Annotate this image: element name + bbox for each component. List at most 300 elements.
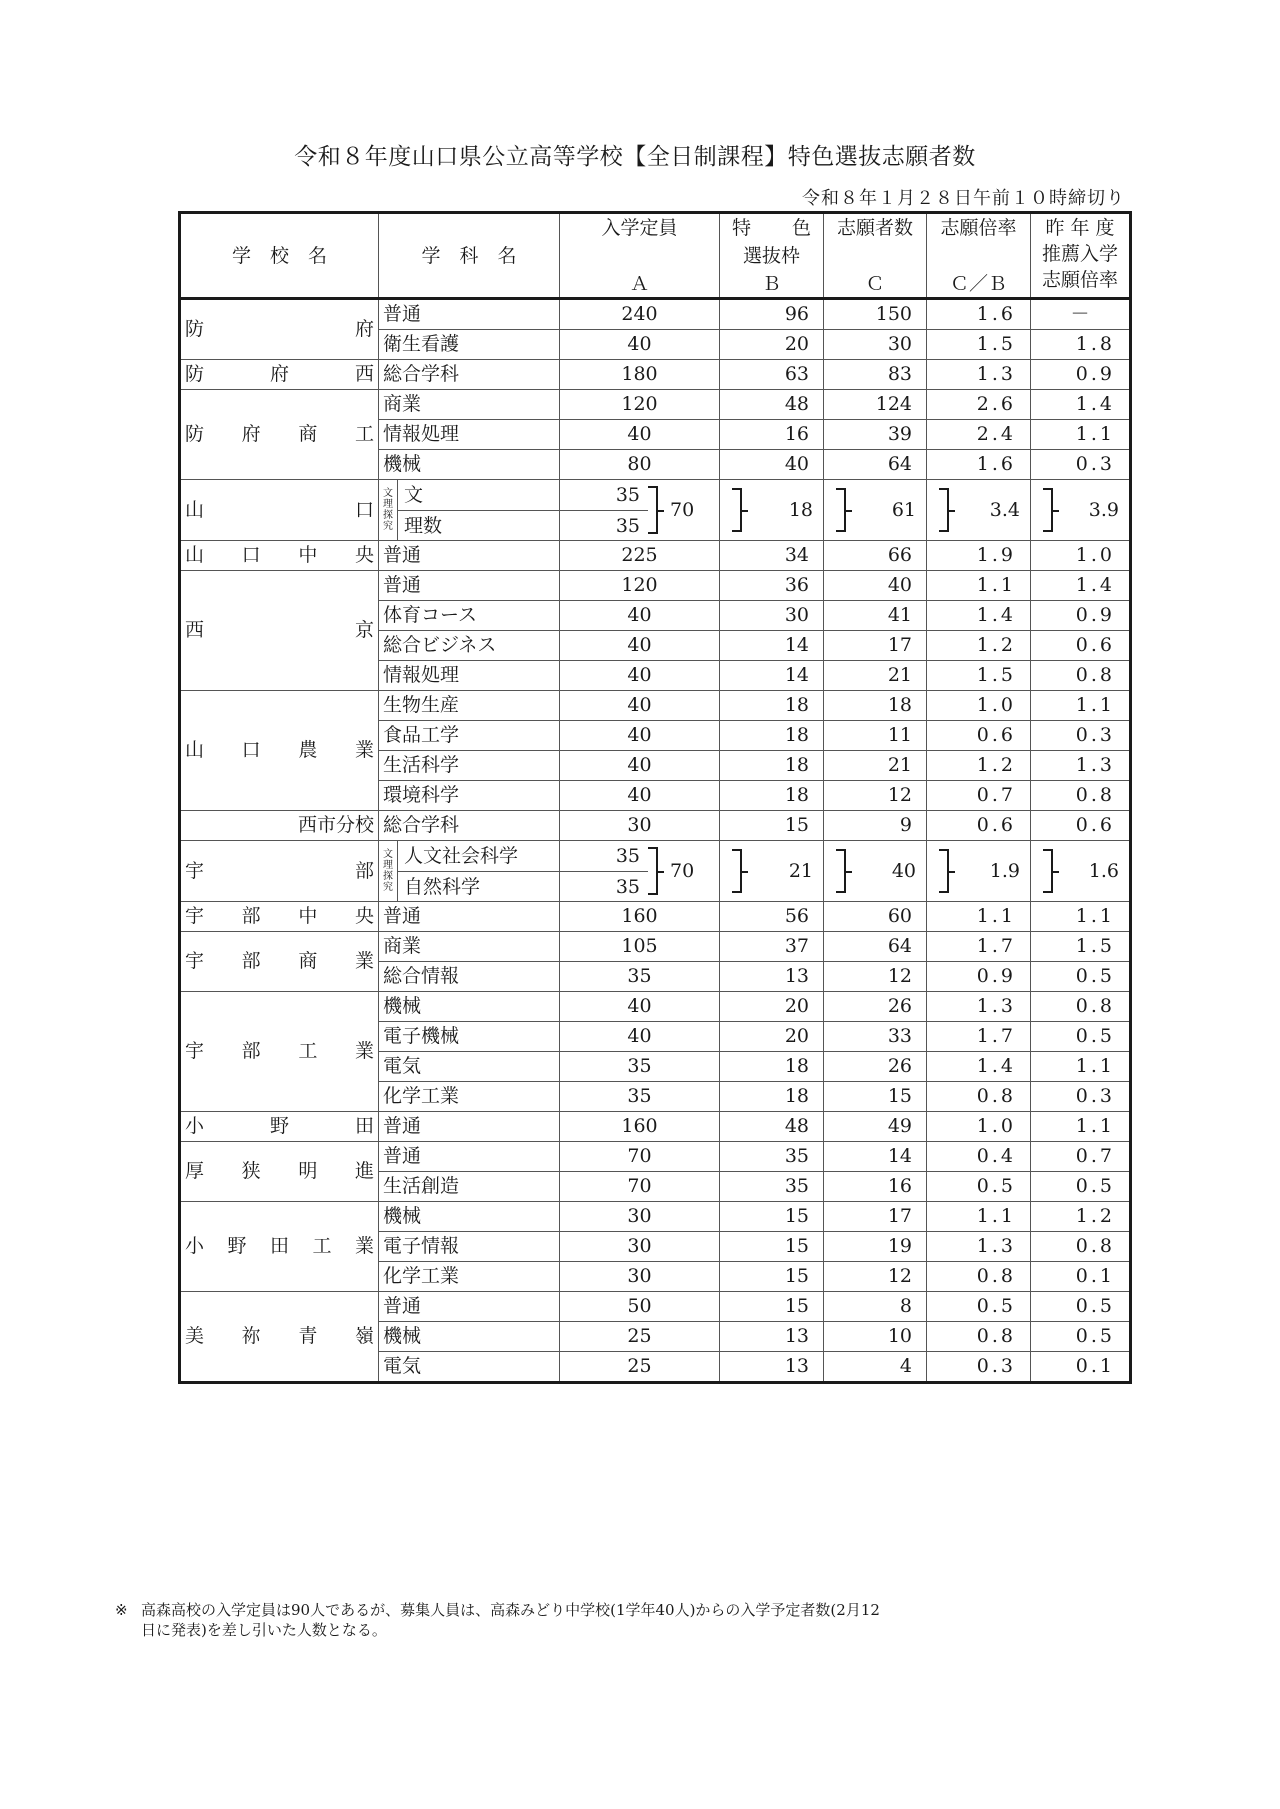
special-quota-cell	[720, 932, 824, 962]
dept-name-cell	[379, 601, 560, 631]
school-name-char: 業	[354, 1235, 374, 1257]
deadline-note: 令和８年１月２８日午前１０時締切り	[802, 188, 1125, 209]
school-name-char: 農	[298, 739, 318, 761]
prev-ratio-value: 1.2	[1075, 1205, 1115, 1227]
capacity-value: 50	[627, 1295, 652, 1317]
capacity-value: 35	[627, 965, 652, 987]
ratio-value: 1.3	[976, 995, 1016, 1017]
ratio-cell	[927, 811, 1031, 841]
applicants-cell	[824, 601, 927, 631]
value-C: 61	[891, 498, 916, 521]
ratio-value: 0.8	[976, 1265, 1016, 1287]
dept-name-cell	[379, 962, 560, 992]
ratio-cell	[927, 1142, 1031, 1172]
dept-name-cell	[379, 1232, 560, 1262]
school-name-char: 山	[185, 739, 205, 761]
ratio-cell	[927, 1022, 1031, 1052]
table-header-row	[180, 213, 1131, 299]
prev-ratio-value: 0.9	[1075, 604, 1115, 626]
dept-name-cell	[379, 330, 560, 360]
prev-ratio-value: －	[1070, 303, 1090, 325]
special-quota-value: 40	[784, 453, 809, 475]
dept-name: 機械	[383, 453, 422, 475]
school-name-cell	[180, 902, 379, 932]
capacity-cell	[560, 1052, 720, 1082]
special-quota-cell	[720, 781, 824, 811]
header-prev-line3: 志願倍率	[1041, 269, 1118, 291]
school-name-char: 祢	[241, 1325, 261, 1347]
special-quota-cell	[720, 962, 824, 992]
applicants-value: 26	[887, 1055, 912, 1077]
special-quota-value: 18	[784, 1085, 809, 1107]
dept-name: 電気	[383, 1355, 422, 1377]
applicants-cell	[824, 751, 927, 781]
dept-name-cell	[379, 1112, 560, 1142]
school-name-char: 部	[241, 950, 261, 972]
prev-ratio-cell	[1031, 1292, 1131, 1322]
special-quota-value: 48	[784, 393, 809, 415]
prev-ratio-value: 1.8	[1075, 333, 1115, 355]
capacity-value: 40	[627, 724, 652, 746]
prev-ratio-cell	[1031, 721, 1131, 751]
special-quota-cell	[720, 751, 824, 781]
dept-name: 情報処理	[383, 664, 460, 686]
applicants-value: 150	[875, 303, 912, 325]
ratio-value: 0.5	[976, 1295, 1016, 1317]
applicants-value: 21	[887, 664, 912, 686]
capacity-cell	[560, 962, 720, 992]
prev-ratio-cell	[1031, 1202, 1131, 1232]
school-name-cell	[180, 1112, 379, 1142]
prev-ratio-cell	[1031, 1022, 1131, 1052]
capacity-value: 40	[627, 784, 652, 806]
table-row	[180, 571, 1131, 601]
special-quota-value: 36	[784, 574, 809, 596]
ratio-value: 0.9	[976, 965, 1016, 987]
applicants-value: 12	[887, 965, 912, 987]
header-dept	[379, 213, 560, 299]
school-name-char: 田	[269, 1235, 289, 1257]
dept-name: 普通	[383, 1115, 422, 1137]
special-quota-cell	[720, 1172, 824, 1202]
merged-prev-cell	[1031, 841, 1131, 902]
footnote-line2: 日に発表)を差し引いた人数となる。	[141, 1621, 387, 1639]
applicants-value: 14	[887, 1145, 912, 1167]
applicants-cell	[824, 1052, 927, 1082]
capacity-value: 70	[627, 1145, 652, 1167]
special-quota-value: 18	[784, 694, 809, 716]
school-name-char: 府	[241, 423, 261, 445]
school-name-char: 工	[354, 423, 374, 445]
school-name-char: 口	[241, 544, 261, 566]
applicants-cell	[824, 1022, 927, 1052]
header-special	[720, 213, 824, 299]
capacity-cell	[560, 1202, 720, 1232]
applicants-value: 9	[899, 814, 912, 836]
ratio-value: 0.6	[976, 724, 1016, 746]
footnote	[115, 1600, 1175, 1640]
group-label-char: 理	[383, 860, 393, 871]
school-name-char: 口	[241, 739, 261, 761]
special-quota-cell	[720, 691, 824, 721]
header-special-letter: Ｂ	[761, 273, 781, 295]
brace-icon	[937, 480, 959, 540]
capacity-value: 30	[627, 1235, 652, 1257]
prev-ratio-cell	[1031, 1262, 1131, 1292]
prev-ratio-value: 1.1	[1075, 423, 1115, 445]
prev-ratio-cell	[1031, 390, 1131, 420]
prev-ratio-value: 0.5	[1075, 1175, 1115, 1197]
ratio-value: 0.8	[976, 1325, 1016, 1347]
capacity-value: 40	[627, 754, 652, 776]
table-row	[180, 390, 1131, 420]
special-quota-value: 16	[784, 423, 809, 445]
ratio-cell	[927, 1112, 1031, 1142]
ratio-value: 2.4	[976, 423, 1016, 445]
school-name-char: 部	[241, 1040, 261, 1062]
capacity-cell	[560, 571, 720, 601]
school-name-char: 明	[298, 1160, 318, 1182]
ratio-cell	[927, 631, 1031, 661]
prev-ratio-cell	[1031, 631, 1131, 661]
school-name-char: 宇	[185, 905, 205, 927]
capacity-value: 30	[627, 1265, 652, 1287]
capacity-value: 40	[627, 694, 652, 716]
ratio-cell	[927, 751, 1031, 781]
special-quota-cell	[720, 811, 824, 841]
applicants-value: 16	[887, 1175, 912, 1197]
dept-name-cell	[379, 541, 560, 571]
school-name-char: 部	[241, 905, 261, 927]
applicants-value: 18	[887, 694, 912, 716]
dept-name-cell	[379, 1172, 560, 1202]
school-name-char: 防	[185, 363, 205, 385]
dept-name: 環境科学	[383, 784, 460, 806]
applicants-cell	[824, 1232, 927, 1262]
applicants-value: 41	[887, 604, 912, 626]
ratio-cell	[927, 299, 1031, 330]
special-quota-cell	[720, 1022, 824, 1052]
prev-ratio-value: 0.6	[1075, 634, 1115, 656]
applicants-cell	[824, 1202, 927, 1232]
dept-name-cell	[379, 902, 560, 932]
ratio-cell	[927, 992, 1031, 1022]
header-capacity-letter: Ａ	[629, 273, 649, 295]
dept-group-cell	[379, 480, 560, 541]
dept-name: 文	[398, 480, 559, 511]
school-name-char: 工	[312, 1235, 332, 1257]
value-B: 21	[788, 859, 813, 882]
ratio-cell	[927, 390, 1031, 420]
special-quota-cell	[720, 1142, 824, 1172]
applicants-cell	[824, 420, 927, 450]
capacity-cell	[560, 1232, 720, 1262]
header-prev-line1: 昨 年 度	[1045, 217, 1115, 239]
dept-group-cell	[379, 841, 560, 902]
special-quota-value: 14	[784, 634, 809, 656]
school-name-cell	[180, 841, 379, 902]
applicants-value: 83	[887, 363, 912, 385]
capacity-value: 40	[627, 1025, 652, 1047]
applicants-value: 21	[887, 754, 912, 776]
prev-ratio-cell	[1031, 1232, 1131, 1262]
applicants-cell	[824, 1292, 927, 1322]
ratio-value: 1.0	[976, 694, 1016, 716]
merged-ratio-cell	[927, 841, 1031, 902]
school-name-char: 中	[298, 544, 318, 566]
prev-ratio-cell	[1031, 751, 1131, 781]
value-prev: 3.9	[1088, 498, 1119, 521]
ratio-cell	[927, 1052, 1031, 1082]
special-quota-cell	[720, 330, 824, 360]
applicants-cell	[824, 962, 927, 992]
dept-name-cell	[379, 1142, 560, 1172]
dept-name: 商業	[383, 393, 422, 415]
ratio-cell	[927, 691, 1031, 721]
school-name-char: 田	[354, 1115, 374, 1137]
capacity-group-cell	[560, 480, 720, 541]
prev-ratio-cell	[1031, 1322, 1131, 1352]
applicants-value: 40	[887, 574, 912, 596]
dept-name-cell	[379, 1022, 560, 1052]
applicants-value: 15	[887, 1085, 912, 1107]
ratio-value: 1.3	[976, 363, 1016, 385]
capacity-value: 80	[627, 453, 652, 475]
capacity-value: 25	[627, 1325, 652, 1347]
school-name-cell	[180, 541, 379, 571]
applicants-cell	[824, 330, 927, 360]
prev-ratio-cell	[1031, 450, 1131, 480]
table-row	[180, 691, 1131, 721]
group-label	[379, 841, 398, 901]
table-row	[180, 811, 1131, 841]
dept-name-cell	[379, 1202, 560, 1232]
capacity-cell	[560, 330, 720, 360]
header-applicants-letter: Ｃ	[865, 273, 885, 295]
prev-ratio-cell	[1031, 661, 1131, 691]
applicants-value: 39	[887, 423, 912, 445]
prev-ratio-value: 1.5	[1075, 935, 1115, 957]
dept-name: 電子情報	[383, 1235, 460, 1257]
school-name-char: 業	[354, 739, 374, 761]
ratio-value: 1.5	[976, 333, 1016, 355]
applicants-cell	[824, 541, 927, 571]
capacity-value: 40	[627, 995, 652, 1017]
dept-name-cell	[379, 661, 560, 691]
header-dept-label: 学 科 名	[421, 245, 517, 267]
prev-ratio-value: 0.5	[1075, 965, 1115, 987]
capacity-cell	[560, 1292, 720, 1322]
special-quota-value: 48	[784, 1115, 809, 1137]
school-name-cell	[180, 390, 379, 480]
prev-ratio-value: 1.4	[1075, 393, 1115, 415]
school-name-char: 西	[354, 363, 374, 385]
branch-name: 西市分校	[297, 814, 374, 836]
capacity-value: 120	[621, 393, 658, 415]
special-quota-value: 18	[784, 724, 809, 746]
applicants-value: 124	[875, 393, 912, 415]
table-row	[180, 1202, 1131, 1232]
dept-name-cell	[379, 751, 560, 781]
dept-name-cell	[379, 691, 560, 721]
footnote-line1: 高森高校の入学定員は90人であるが、募集人員は、高森みどり中学校(1学年40人)からの入学予定者数(2月12	[141, 1601, 880, 1619]
special-quota-value: 96	[784, 303, 809, 325]
prev-ratio-value: 0.8	[1075, 784, 1115, 806]
prev-ratio-value: 0.3	[1075, 453, 1115, 475]
applicants-cell	[824, 1112, 927, 1142]
school-name-char: 小	[185, 1235, 205, 1257]
ratio-cell	[927, 330, 1031, 360]
capacity-value: 70	[627, 1175, 652, 1197]
school-name-cell	[180, 1292, 379, 1383]
prev-ratio-cell	[1031, 299, 1131, 330]
special-quota-value: 18	[784, 1055, 809, 1077]
brace-icon	[730, 841, 752, 901]
special-quota-value: 14	[784, 664, 809, 686]
ratio-cell	[927, 541, 1031, 571]
dept-name-cell	[379, 299, 560, 330]
applicants-cell	[824, 390, 927, 420]
brace-icon	[937, 841, 959, 901]
dept-name: 総合学科	[383, 814, 460, 836]
capacity-cell	[560, 902, 720, 932]
header-special-char1: 特	[732, 217, 752, 239]
table-row	[180, 1142, 1131, 1172]
special-quota-value: 15	[784, 1265, 809, 1287]
dept-name-cell	[379, 390, 560, 420]
ratio-value: 1.1	[976, 1205, 1016, 1227]
header-special-char2: 色	[791, 217, 811, 239]
dept-name: 理数	[404, 515, 443, 537]
ratio-value: 0.4	[976, 1145, 1016, 1167]
header-prev-line2: 推薦入学	[1041, 243, 1118, 265]
footnote-mark: ※	[115, 1601, 128, 1619]
capacity-total: 70	[670, 859, 695, 882]
capacity-cell	[560, 811, 720, 841]
dept-name: 体育コース	[383, 604, 478, 626]
prev-ratio-value: 0.5	[1075, 1325, 1115, 1347]
applicants-value: 4	[899, 1355, 912, 1377]
school-name-char: 野	[227, 1235, 247, 1257]
applicants-value: 10	[887, 1325, 912, 1347]
merged-C-cell	[824, 480, 927, 541]
capacity-value: 40	[627, 333, 652, 355]
dept-name: 化学工業	[383, 1085, 460, 1107]
capacity-cell	[560, 1172, 720, 1202]
special-quota-cell	[720, 1232, 824, 1262]
dept-name-cell	[379, 1322, 560, 1352]
special-quota-value: 56	[784, 905, 809, 927]
prev-ratio-value: 1.3	[1075, 754, 1115, 776]
capacity-cell	[560, 1112, 720, 1142]
capacity-value: 40	[627, 634, 652, 656]
table-row	[180, 841, 1131, 902]
dept-name: 普通	[383, 905, 422, 927]
prev-ratio-cell	[1031, 811, 1131, 841]
dept-name-cell	[379, 360, 560, 390]
prev-ratio-value: 0.5	[1075, 1295, 1115, 1317]
special-quota-value: 35	[784, 1175, 809, 1197]
dept-name: 総合情報	[383, 965, 460, 987]
applicants-cell	[824, 781, 927, 811]
brace-icon	[1041, 841, 1063, 901]
dept-name-cell	[379, 932, 560, 962]
school-name-char: 中	[298, 905, 318, 927]
ratio-cell	[927, 1202, 1031, 1232]
special-quota-value: 13	[784, 965, 809, 987]
school-name-cell	[180, 1142, 379, 1202]
school-name-cell	[180, 299, 379, 360]
dept-name-cell	[379, 811, 560, 841]
ratio-cell	[927, 962, 1031, 992]
school-name-char: 宇	[185, 950, 205, 972]
capacity-value: 40	[627, 423, 652, 445]
special-quota-cell	[720, 721, 824, 751]
capacity-cell	[560, 631, 720, 661]
capacity-part: 35	[560, 480, 648, 511]
special-quota-value: 18	[784, 754, 809, 776]
school-name-char: 美	[185, 1325, 205, 1347]
school-name-char: 狭	[241, 1160, 261, 1182]
prev-ratio-cell	[1031, 1082, 1131, 1112]
dept-name-cell	[379, 992, 560, 1022]
capacity-cell	[560, 299, 720, 330]
school-name-char: 商	[298, 950, 318, 972]
capacity-value: 35	[627, 1085, 652, 1107]
prev-ratio-value: 0.8	[1075, 1235, 1115, 1257]
dept-name: 普通	[383, 1295, 422, 1317]
special-quota-cell	[720, 420, 824, 450]
dept-name: 商業	[383, 935, 422, 957]
prev-ratio-cell	[1031, 1052, 1131, 1082]
ratio-value: 1.9	[976, 544, 1016, 566]
special-quota-cell	[720, 1352, 824, 1383]
prev-ratio-value: 1.1	[1075, 905, 1115, 927]
prev-ratio-value: 1.1	[1075, 694, 1115, 716]
capacity-value: 35	[627, 1055, 652, 1077]
document-title: 令和８年度山口県公立高等学校【全日制課程】特色選抜志願者数	[294, 144, 976, 170]
capacity-value: 105	[621, 935, 658, 957]
table-row	[180, 480, 1131, 541]
ratio-value: 2.6	[976, 393, 1016, 415]
applicants-value: 8	[899, 1295, 912, 1317]
special-quota-value: 15	[784, 1205, 809, 1227]
prev-ratio-value: 0.1	[1075, 1265, 1115, 1287]
applicants-cell	[824, 1262, 927, 1292]
ratio-cell	[927, 902, 1031, 932]
prev-ratio-value: 1.1	[1075, 1115, 1115, 1137]
applicants-cell	[824, 902, 927, 932]
dept-name: 普通	[383, 544, 422, 566]
school-name-char: 商	[298, 423, 318, 445]
applicants-cell	[824, 811, 927, 841]
applicants-cell	[824, 360, 927, 390]
ratio-value: 1.2	[976, 634, 1016, 656]
table-row	[180, 932, 1131, 962]
special-quota-cell	[720, 541, 824, 571]
ratio-value: 1.6	[976, 303, 1016, 325]
school-name-char: 嶺	[354, 1325, 374, 1347]
school-name-cell	[180, 811, 379, 841]
capacity-cell	[560, 691, 720, 721]
ratio-cell	[927, 1262, 1031, 1292]
applicants-value: 12	[887, 1265, 912, 1287]
ratio-cell	[927, 721, 1031, 751]
special-quota-value: 15	[784, 814, 809, 836]
ratio-cell	[927, 1352, 1031, 1383]
header-ratio	[927, 213, 1031, 299]
capacity-value: 240	[621, 303, 658, 325]
